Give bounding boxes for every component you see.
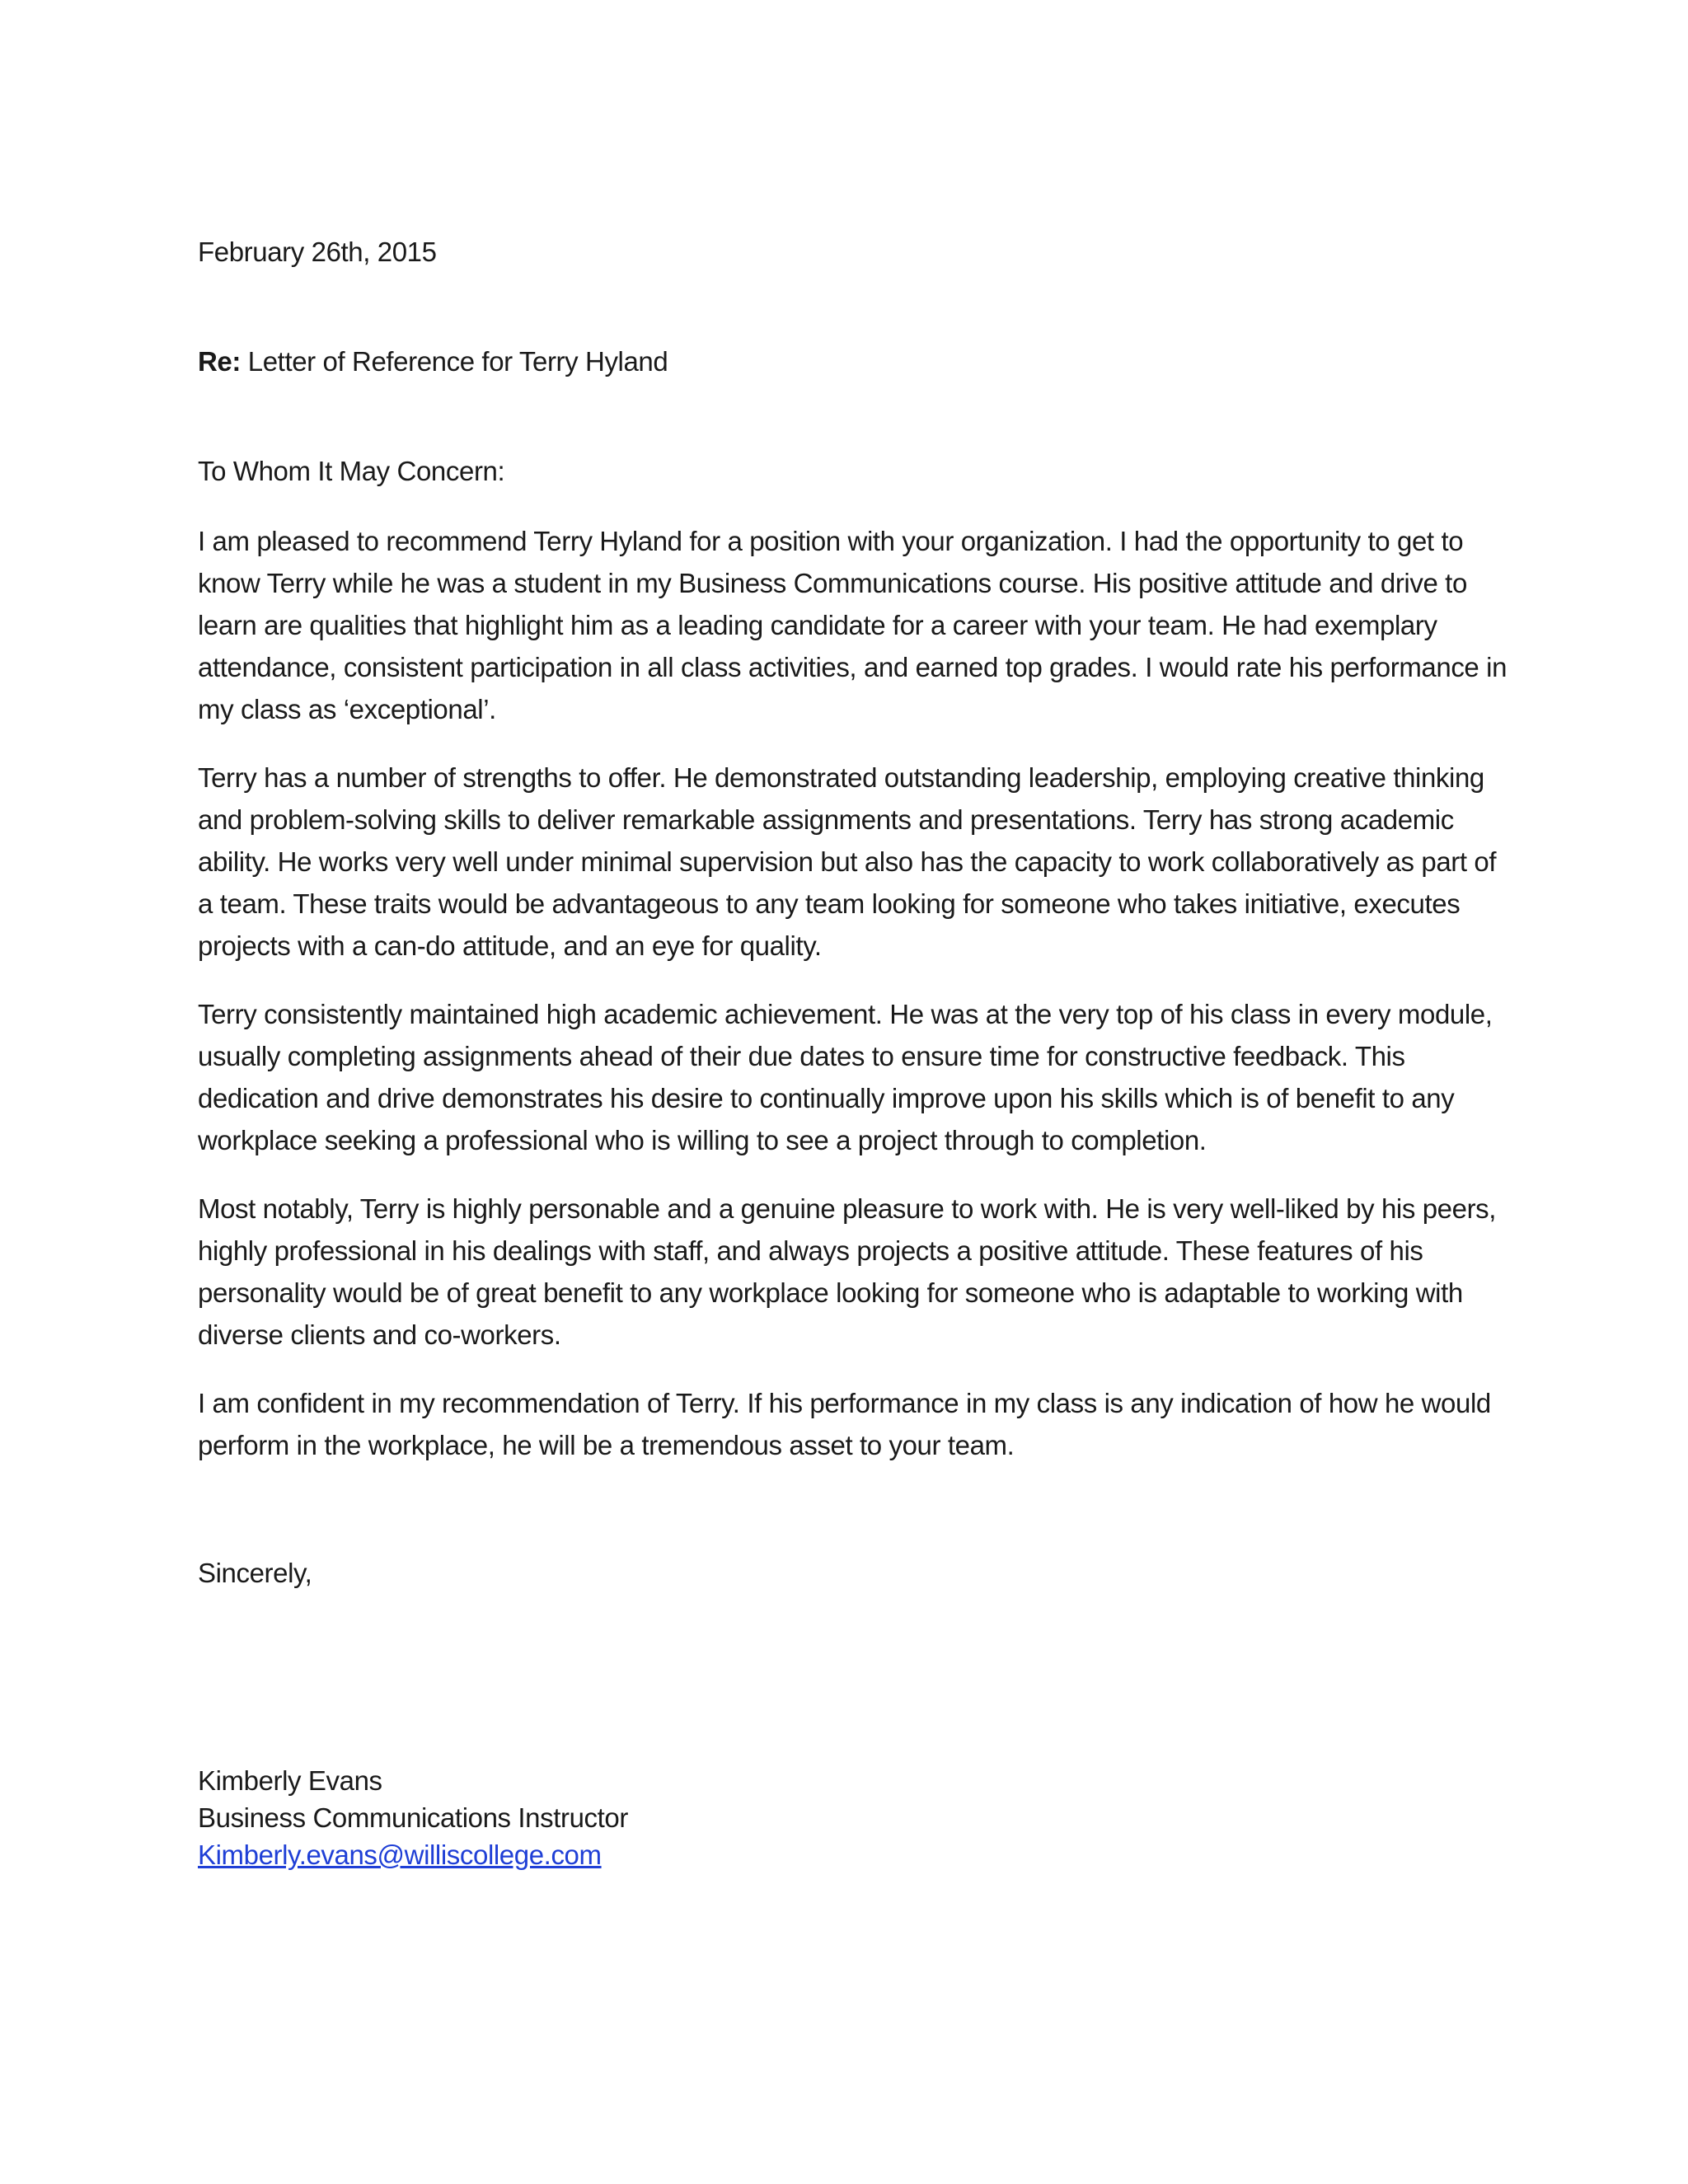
body-paragraph-1: I am pleased to recommend Terry Hyland for a position with your organization. I had the opportunity to get to know Terry while he was a student in my Business Communications course. His positive attitude and drive to learn are qualities that highlight him as a leading candidate for a career with your team. He had exemplary attendance, consistent participation in all class activities, and earned top grades. I would rate his performance in my class as ‘exceptional’. xyxy=(198,526,1507,724)
reference-letter xyxy=(198,231,1508,1873)
body-paragraph-5: I am confident in my recommendation of Terry. If his performance in my class is any indication of how he would perform in the workplace, he will be a tremendous asset to your team. xyxy=(198,1388,1491,1460)
signer-name: Kimberly Evans xyxy=(198,1765,382,1796)
signer-email-link[interactable]: Kimberly.evans@williscollege.com xyxy=(198,1840,602,1870)
closing: Sincerely, xyxy=(198,1558,312,1588)
body-paragraph-3: Terry consistently maintained high academic achievement. He was at the very top of his class in every module, usually completing assignments ahead of their due dates to ensure time for constructive feedback. This dedication and drive demonstrates his desire to continually improve upon his skills which is of benefit to any workplace seeking a professional who is willing to see a project through to completion. xyxy=(198,999,1493,1155)
body-paragraph-4: Most notably, Terry is highly personable and a genuine pleasure to work with. He is very well-liked by his peers, highly professional in his dealings with staff, and always projects a positive attitude. These features of his personality would be of great benefit to any workplace looking for someone who is adaptable to working with diverse clients and co-workers. xyxy=(198,1193,1497,1350)
salutation: To Whom It May Concern: xyxy=(198,456,505,486)
subject-text: Letter of Reference for Terry Hyland xyxy=(247,346,668,377)
signature-block xyxy=(198,1762,1508,1873)
letter-date: February 26th, 2015 xyxy=(198,237,437,267)
subject-line xyxy=(198,340,1508,382)
signer-title: Business Communications Instructor xyxy=(198,1802,628,1833)
subject-label: Re: xyxy=(198,346,241,377)
body-paragraph-2: Terry has a number of strengths to offer. He demonstrated outstanding leadership, employing creative thinking and problem-solving skills to deliver remarkable assignments and presentations. Terry has strong academic ability. He works very well under minimal supervision but also has the capacity to work collaboratively as part of a team. These traits would be advantageous to any team looking for someone who takes initiative, executes projects with a can-do attitude, and an eye for quality. xyxy=(198,762,1497,961)
